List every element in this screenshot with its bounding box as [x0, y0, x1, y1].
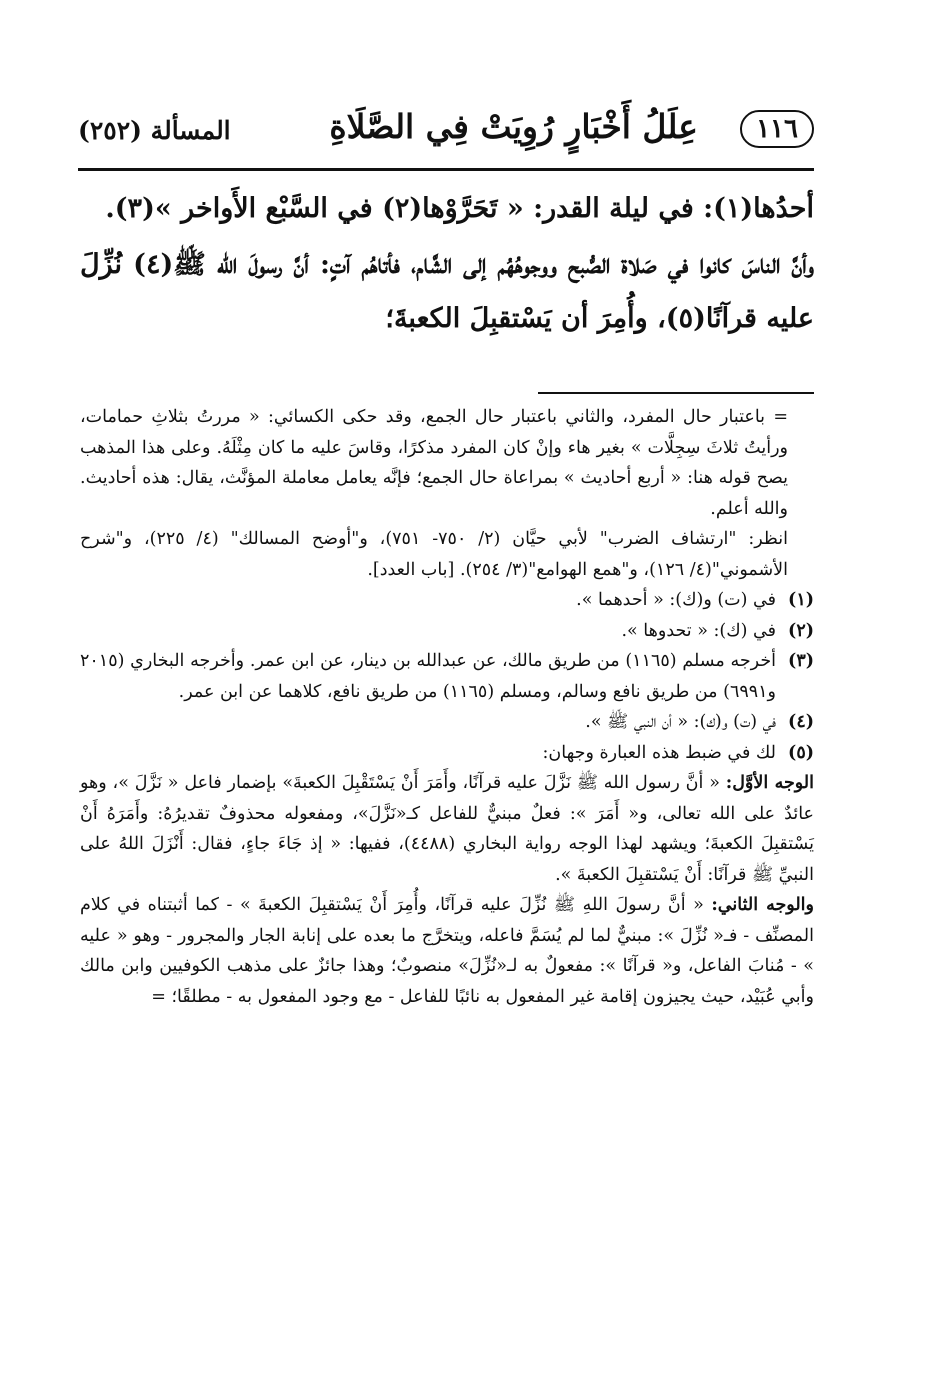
wajh-2-heading: والوجه الثاني: — [711, 895, 814, 915]
footnote-text: أخرجه مسلم (١١٦٥) من طريق مالك، عن عبدالله بن دينار، عن ابن عمر. وأخرجه البخاري (٢٠١٥ و٦٩٩١) من طريق نافع وسالم، ومسلم (١١٦٥) من طريق نافع، كلاهما عن ابن عمر. — [80, 651, 776, 702]
footnote-item — [80, 707, 814, 738]
wajh-2-text: « أنَّ رسولَ اللهِ ﷺ نُزِّلَ عليه قرآنًا، وأُمِرَ أَنْ يَسْتقبِلَ الكعبةَ » - كما أثبتناه في كلام المصنِّف - فـ« نُزِّلَ »: مبنيٌّ لما لم يُسَمَّ فاعله، ويتخرَّج ما بعده على إنابة الجار والمجرور - وهو « عليه » - مُنابَ الفاعل، و« قرآنًا »: مفعولٌ به لـ«نُزِّلَ» منصوبٌ؛ وهذا جائزٌ على مذهب الكوفيين وابن مالك وأبي عُبَيْد، حيث يجيزون إقامة غير المفعول به نائبًا للفاعل - مع وجود المفعول به - مطلقًا؛ = — [80, 895, 814, 1007]
footnote-text: لك في ضبط هذه العبارة وجهان: — [542, 742, 776, 763]
main-paragraph: وأنَّ الناسَ كانوا في صَلاة الصُّبح ووجوهُهُم إلى الشَّام، فأتاهُم آتٍ: أنَّ رسولَ الله ﷺ(٤) نُزِّلَ عليه قرآنًا(٥)، وأُمِرَ أن يَسْتقبِلَ الكعبةَ؛ — [80, 249, 814, 334]
footnote-text: في (ك): « تحدوها ». — [621, 620, 776, 641]
footnote-text: في (ت) و(ك): « أحدهما ». — [576, 590, 776, 610]
footnote-continuation: = باعتبار حال المفرد، والثاني باعتبار حال الجمع، وقد حكى الكسائي: « مررتُ بثلاثِ حمامات، ورأيتُ ثلاثَ سِجِلَّات » بغير هاء وإنْ كان المفرد مذكرًا، وقاسَ عليه ما كان مِثْلَهُ. وعلى هذا المذهب يصح قوله هنا: « أربع أحاديث » بمراعاة حال الجمع؛ فإنَّه يعامل معاملة المؤنَّث، يقال: هذه أحاديث. والله أعلم. — [80, 407, 788, 519]
header-divider — [78, 168, 814, 171]
footnote-separator — [538, 392, 814, 394]
main-paragraph: أحدُها(١): في ليلة القدر: « تَحَرَّوْها(٢) في السَّبْع الأَواخر »(٣). — [105, 193, 814, 224]
footnote-number: (٢) — [788, 620, 814, 641]
footnote-item — [80, 738, 814, 769]
footnotes — [80, 402, 814, 1012]
footnote-number: (٣) — [788, 651, 814, 671]
footnote-item — [80, 616, 814, 647]
footnote-item — [80, 646, 814, 707]
wajh-1-text: « أنَّ رسول الله ﷺ نَزَّلَ عليه قرآنًا، وأَمَرَ أَنْ يَسْتَقْبِلَ الكعبةَ» بإضمار فاعل « نَزَّلَ »، وهو عائدٌ على الله تعالى، و« أَمَرَ »: فعلٌ مبنيٌّ للفاعل كـ«نَزَّلَ»، ومفعوله محذوفٌ تقديرُهُ: وأَمَرَهُ أَنْ يَسْتقبِلَ الكعبةَ؛ ويشهد لهذا الوجه رواية البخاري (٤٤٨٨)، ففيها: « إذ جَاءَ جاءٍ، فقال: أَنْزَلَ اللهُ على النبيِّ ﷺ قرآنًا: أَنْ يَسْتقبِلَ الكعبةَ ». — [80, 773, 815, 885]
footnote-number: (٤) — [788, 712, 814, 732]
section-label: المسألة (٢٥٢) — [78, 116, 231, 145]
footnote-item — [80, 585, 814, 616]
page-header — [78, 106, 814, 166]
main-text — [80, 182, 814, 346]
footnote-wajh-1 — [80, 768, 814, 890]
wajh-1-heading: الوجه الأوَّل: — [725, 773, 815, 793]
page-number: ١١٦ — [740, 110, 814, 148]
book-title: عِلَلُ أَخْبَارٍ رُوِيَتْ فِي الصَّلَاةِ — [329, 107, 698, 146]
footnote-text: في (ت) و(ك): « أن النبي ﷺ ». — [585, 712, 776, 732]
footnote-number: (٥) — [788, 742, 814, 763]
footnote-number: (١) — [788, 590, 814, 610]
footnote-reference: انظر: "ارتشاف الضرب" لأبي حيَّان (٢/ ٧٥٠- ٧٥١)، و"أوضح المسالك" (٤/ ٢٢٥)، و"شرح الأشموني"(٤/ ١٢٦)، و"همع الهوامع"(٣/ ٢٥٤). [باب العدد]. — [80, 529, 788, 580]
footnote-wajh-2 — [80, 890, 814, 1012]
